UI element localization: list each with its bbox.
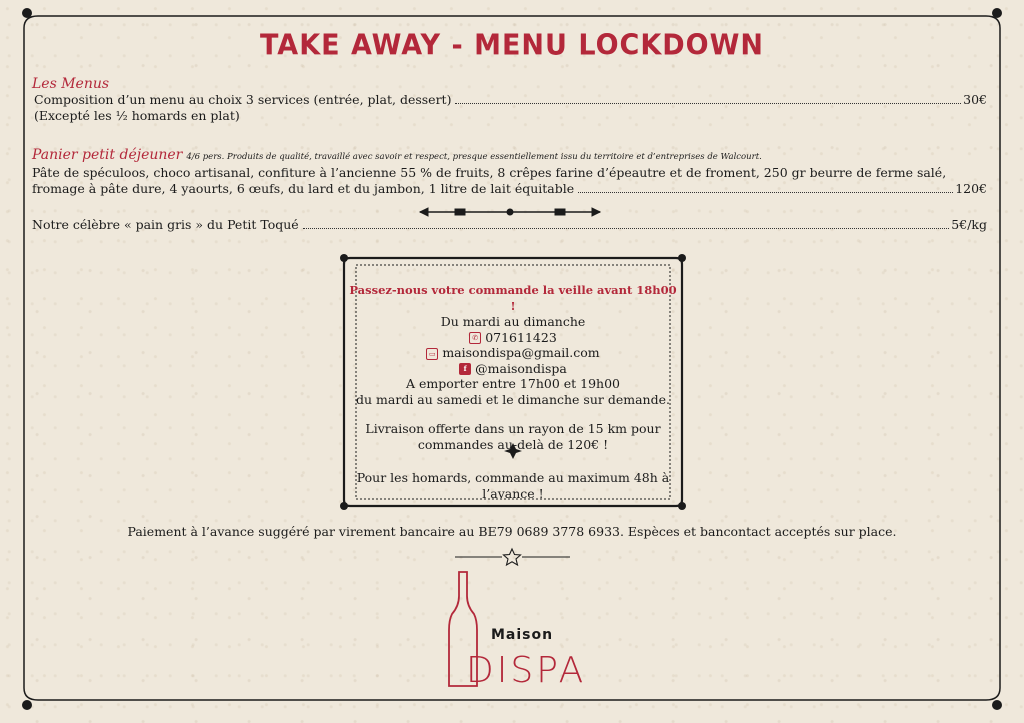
order-info-box: [345, 283, 681, 501]
breakfast-section: [32, 147, 987, 197]
laptop-icon: ▭: [426, 348, 438, 360]
box-corner-tr: [678, 254, 686, 262]
phone-row: [345, 330, 681, 346]
dot-leader: [455, 103, 961, 104]
phone-icon: ✆: [469, 332, 481, 344]
delivery-line2: commandes au-delà de 120€ !: [417, 436, 609, 452]
logo-dispa: DISPA: [466, 650, 587, 691]
dot-leader: [578, 192, 953, 193]
pickup-line2: du mardi au samedi et le dimanche sur demande.: [356, 391, 670, 407]
page-title: TAKE AWAY - MENU LOCKDOWN: [259, 29, 764, 62]
bread-item: [32, 217, 987, 233]
facebook-row: [345, 361, 681, 377]
facebook-icon: f: [459, 363, 471, 375]
order-days: Du mardi au dimanche: [440, 314, 586, 329]
payment-note: Paiement à l’avance suggéré par virement bancaire au BE79 0689 3778 6933. Espèces et bancontact acceptés sur place.: [127, 524, 897, 539]
menus-section: [32, 76, 987, 124]
email-address[interactable]: maisondispa@gmail.com: [442, 345, 600, 360]
corner-ornament-tl: [22, 8, 32, 18]
box-corner-br: [678, 502, 686, 510]
menus-note: (Excepté les ½ homards en plat): [34, 108, 240, 123]
menus-item-text: Composition d’un menu au choix 3 services (entrée, plat, dessert): [34, 92, 452, 107]
breakfast-price: 120€: [955, 181, 987, 196]
breakfast-item: [32, 181, 987, 197]
menus-item: [32, 92, 987, 108]
corner-ornament-bl: [22, 700, 32, 710]
facebook-handle[interactable]: @maisondispa: [475, 360, 567, 376]
bread-text: Notre célèbre « pain gris » du Petit Toqué: [32, 217, 299, 232]
box-corner-bl: [340, 502, 348, 510]
divider-ornament: [420, 208, 600, 216]
corner-ornament-tr: [992, 8, 1002, 18]
breakfast-subtitle: 4/6 pers. Produits de qualité, travaillé avec savoir et respect, presque essentiellement issu du territoire et d’entreprises de Walcourt.: [186, 152, 762, 162]
bread-price: 5€/kg: [951, 217, 987, 232]
phone-number[interactable]: 071611423: [485, 329, 557, 345]
menus-heading: Les Menus: [32, 76, 110, 92]
bread-section: [32, 217, 987, 233]
box-corner-tl: [340, 254, 348, 262]
star-divider: [455, 549, 570, 565]
logo-maison: Maison: [491, 627, 554, 643]
breakfast-line1: Pâte de spéculoos, choco artisanal, confiture à l’ancienne 55 % de fruits, 8 crêpes farine d’épeautre et de froment, 250 gr beurre de ferme salé,: [32, 165, 947, 180]
lobster-line1: Pour les homards, commande au maximum 48h à: [356, 470, 670, 485]
order-headline: Passez-nous votre commande la veille avant 18h00 !: [349, 283, 677, 313]
menus-item-price: 30€: [963, 92, 987, 107]
email-row: [345, 345, 681, 361]
breakfast-line2: fromage à pâte dure, 4 yaourts, 6 œufs, du lard et du jambon, 1 litre de lait équitable: [32, 181, 575, 196]
dot-leader: [303, 228, 950, 229]
breakfast-heading: Panier petit déjeuner: [32, 147, 183, 163]
corner-ornament-br: [992, 700, 1002, 710]
pickup-line1: A emporter entre 17h00 et 19h00: [405, 376, 621, 391]
lobster-line2: l’avance !: [482, 485, 544, 501]
delivery-line1: Livraison offerte dans un rayon de 15 km pour: [365, 421, 661, 436]
